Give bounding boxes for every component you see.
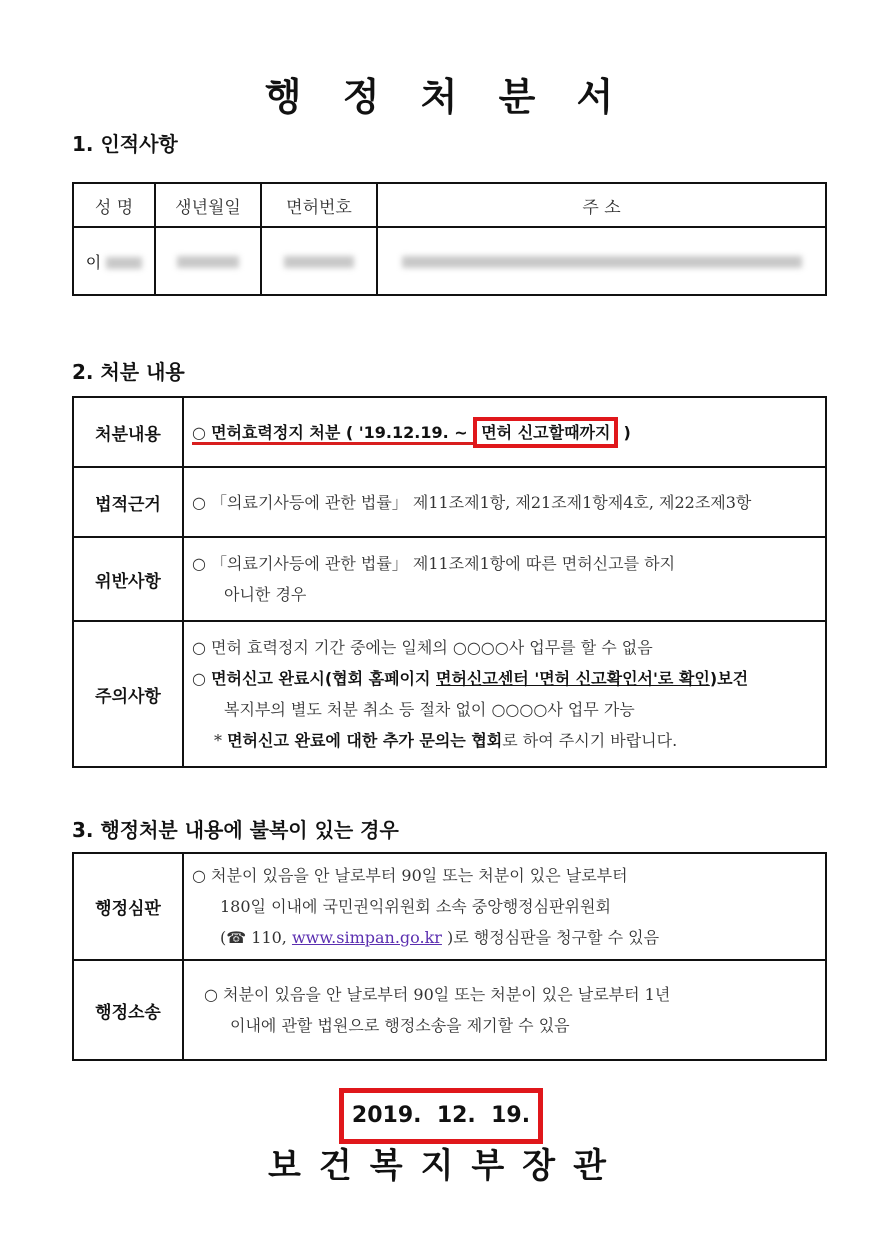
- section-2-heading: 2. 처분 내용: [72, 360, 185, 384]
- violation-line-1: ○ 「의료기사등에 관한 법률」 제11조제1항에 따른 면허신고를 하지: [192, 554, 676, 573]
- cell-caution: [183, 621, 826, 767]
- caution-line-2a: 면허신고 완료시(협회 홈페이지: [211, 669, 437, 688]
- header-birthdate: 생년월일: [155, 183, 261, 227]
- violation-line-2: 아니한 경우: [224, 585, 307, 604]
- caution-line-1: ○ 면허 효력정지 기간 중에는 일체의 ○○○○사 업무를 할 수 없음: [192, 638, 653, 657]
- bullet: ○: [192, 669, 206, 688]
- caution-line-2: [192, 663, 817, 694]
- section-3-heading: 3. 행정처분 내용에 불복이 있는 경우: [72, 818, 399, 842]
- label-caution: 주의사항: [73, 621, 183, 767]
- personal-info-table: [72, 182, 827, 296]
- disposition-table: [72, 396, 827, 768]
- cell-address: [377, 227, 826, 295]
- appeal-table: [72, 852, 827, 1061]
- caution-line-3: 복지부의 별도 처분 취소 등 절차 없이 ○○○○사 업무 가능: [224, 700, 635, 719]
- label-disposition: 처분내용: [73, 397, 183, 467]
- label-administrative-appeal: 행정심판: [73, 853, 183, 960]
- caution-line-4: [192, 725, 817, 756]
- cell-violation: [183, 537, 826, 621]
- appeal-phone: (☎ 110,: [220, 928, 292, 947]
- disposition-underlined: [192, 423, 473, 445]
- name-prefix: 이: [85, 252, 102, 272]
- header-address: 주 소: [377, 183, 826, 227]
- caution-line-4-bold: 면허신고 완료에 대한 추가 문의는 협회: [227, 731, 503, 750]
- cell-administrative-appeal: [183, 853, 826, 960]
- cell-disposition: [183, 397, 826, 467]
- appeal-line-2: 180일 이내에 국민권익위원회 소속 중앙행정심판위원회: [220, 897, 611, 916]
- cell-name: [73, 227, 155, 295]
- caution-line-2b: 면허신고센터 '면허 신고확인서'로 확인: [436, 669, 710, 688]
- header-license-number: 면허번호: [261, 183, 377, 227]
- label-violation: 위반사항: [73, 537, 183, 621]
- redacted-license: [284, 256, 354, 268]
- appeal-line-1: ○ 처분이 있음을 안 날로부터 90일 또는 처분이 있은 날로부터: [192, 866, 628, 885]
- redacted-address: [402, 256, 802, 268]
- section-1-heading: 1. 인적사항: [72, 132, 178, 156]
- document-title: 행 정 처 분 서: [264, 75, 628, 119]
- header-name: 성 명: [73, 183, 155, 227]
- issue-date: 2019. 12. 19.: [339, 1088, 543, 1144]
- note-mark: *: [214, 731, 222, 750]
- label-legal-basis: 법적근거: [73, 467, 183, 537]
- redacted-name: [106, 257, 142, 269]
- bullet: ○: [192, 422, 206, 442]
- lawsuit-line-2: 이내에 관할 법원으로 행정소송을 제기할 수 있음: [230, 1016, 570, 1035]
- cell-legal-basis: ○ 「의료기사등에 관한 법률」 제11조제1항, 제21조제1항제4호, 제22조제3항: [183, 467, 826, 537]
- simpan-link[interactable]: www.simpan.go.kr: [291, 928, 442, 947]
- cell-license-number: [261, 227, 377, 295]
- disposition-highlight-box: 면허 신고할때까지: [473, 417, 618, 448]
- disposition-text: 면허효력정지 처분 ( '19.12.19. ~: [211, 422, 474, 442]
- caution-line-4-rest: 로 하여 주시기 바랍니다.: [502, 731, 678, 750]
- lawsuit-line-1: ○ 처분이 있음을 안 날로부터 90일 또는 처분이 있은 날로부터 1년: [204, 985, 671, 1004]
- cell-administrative-lawsuit: [183, 960, 826, 1060]
- label-administrative-lawsuit: 행정소송: [73, 960, 183, 1060]
- redacted-birthdate: [177, 256, 239, 268]
- issuer-title: 보건복지부장관: [268, 1146, 624, 1186]
- disposition-close: ): [623, 422, 631, 442]
- caution-line-2c: )보건: [709, 669, 749, 688]
- cell-birthdate: [155, 227, 261, 295]
- appeal-line-3-rest: )로 행정심판을 청구할 수 있음: [441, 928, 660, 947]
- appeal-line-3: [192, 922, 817, 953]
